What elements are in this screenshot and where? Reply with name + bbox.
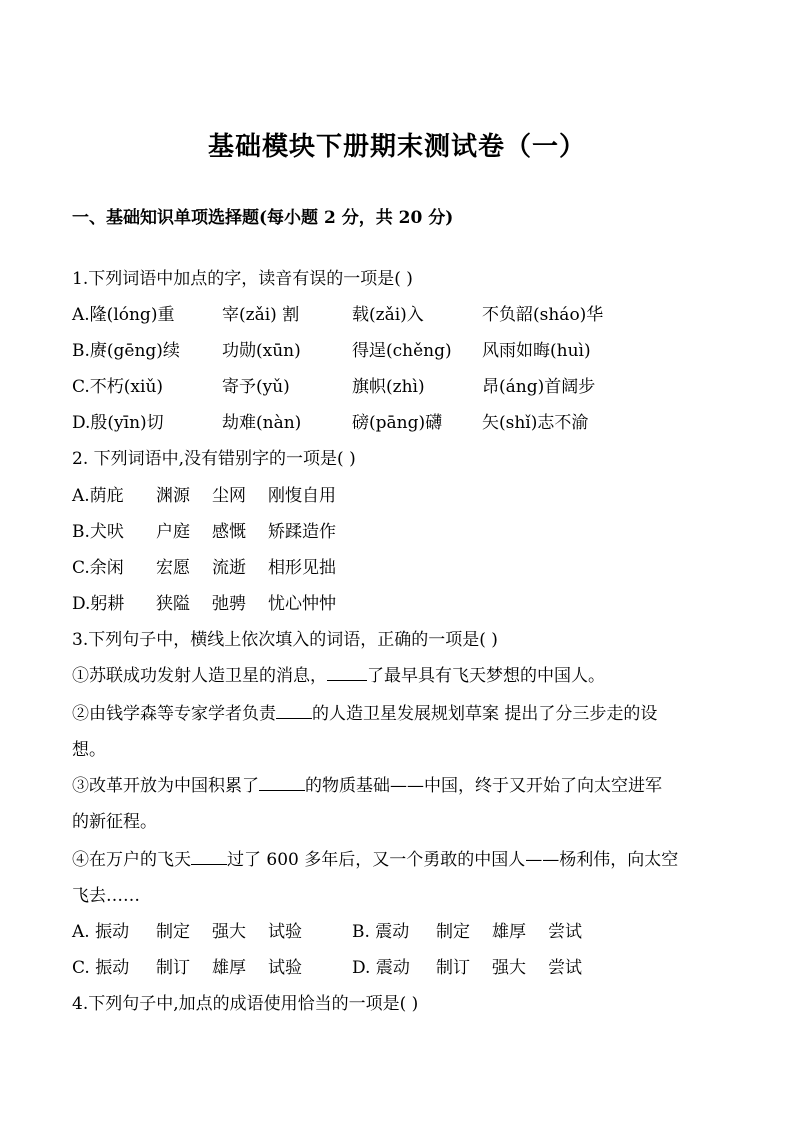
fill-blank bbox=[259, 776, 305, 791]
option-word: 户庭 bbox=[156, 522, 190, 542]
question-3-stem: 3.下列句子中，横线上依次填入的词语，正确的一项是( ) bbox=[72, 630, 498, 650]
question-3-sentence-4-cont: 飞去…… bbox=[72, 886, 140, 906]
question-3-sentence-2 bbox=[72, 699, 657, 724]
option-word: 制订 bbox=[436, 958, 470, 978]
option-word: 风雨如晦(huì) bbox=[482, 341, 591, 361]
option-word: 试验 bbox=[268, 958, 302, 978]
option-word: 雄厚 bbox=[212, 958, 246, 978]
option-word: 宰(zǎi) 割 bbox=[222, 305, 300, 325]
option-word: 功勋(xūn) bbox=[222, 341, 301, 361]
option-word: 感慨 bbox=[212, 522, 246, 542]
section-heading: 一、基础知识单项选择题(每小题 2 分，共 20 分) bbox=[72, 208, 454, 228]
fill-blank bbox=[276, 704, 312, 719]
option-word: 制定 bbox=[436, 922, 470, 942]
option-word: A.隆(lóng)重 bbox=[72, 305, 175, 325]
option-word: 试验 bbox=[268, 922, 302, 942]
sentence-text: ④在万户的飞天 bbox=[72, 850, 191, 870]
option-word: 刚愎自用 bbox=[268, 486, 336, 506]
question-2-stem: 2. 下列词语中,没有错别字的一项是( ) bbox=[72, 449, 356, 469]
option-word: A.荫庇 bbox=[72, 486, 124, 506]
option-word: 尝试 bbox=[548, 958, 582, 978]
sentence-text: 的物质基础——中国，终于又开始了向太空进军 bbox=[305, 776, 662, 796]
option-word: 矢(shǐ)志不渝 bbox=[482, 413, 589, 433]
option-word: 强大 bbox=[492, 958, 526, 978]
option-word: 旗帜(zhì) bbox=[352, 377, 425, 397]
sentence-text: ②由钱学森等专家学者负责 bbox=[72, 704, 276, 724]
option-word: 尝试 bbox=[548, 922, 582, 942]
sentence-text: 的人造卫星发展规划草案 提出了分三步走的设 bbox=[312, 704, 658, 724]
question-1-stem: 1.下列词语中加点的字，读音有误的一项是( ) bbox=[72, 269, 413, 289]
option-word: 尘网 bbox=[212, 486, 246, 506]
option-word: 昂(áng)首阔步 bbox=[482, 377, 596, 397]
option-word: B. 震动 bbox=[352, 922, 410, 942]
option-word: 不负韶(sháo)华 bbox=[482, 305, 604, 325]
fill-blank bbox=[191, 850, 227, 865]
option-word: A. 振动 bbox=[72, 922, 130, 942]
option-word: D.躬耕 bbox=[72, 594, 125, 614]
page-title: 基础模块下册期末测试卷（一） bbox=[207, 132, 586, 162]
option-word: 强大 bbox=[212, 922, 246, 942]
option-word: 狭隘 bbox=[156, 594, 190, 614]
option-word: 磅(pāng)礴 bbox=[352, 413, 443, 433]
option-word: D.殷(yīn)切 bbox=[72, 413, 164, 433]
fill-blank bbox=[327, 666, 367, 681]
sentence-text: 了最早具有飞天梦想的中国人。 bbox=[367, 666, 605, 686]
option-word: 流逝 bbox=[212, 558, 246, 578]
option-word: C.余闲 bbox=[72, 558, 124, 578]
option-word: 制定 bbox=[156, 922, 190, 942]
option-word: B.赓(gēng)续 bbox=[72, 341, 180, 361]
question-3-sentence-3 bbox=[72, 771, 662, 796]
option-word: 弛骋 bbox=[212, 594, 246, 614]
option-word: 渊源 bbox=[156, 486, 190, 506]
option-word: 相形见拙 bbox=[268, 558, 336, 578]
option-word: 载(zǎi)入 bbox=[352, 305, 424, 325]
option-word: 劫难(nàn) bbox=[222, 413, 302, 433]
option-word: 忧心忡忡 bbox=[268, 594, 336, 614]
question-3-sentence-4 bbox=[72, 845, 678, 870]
option-word: 雄厚 bbox=[492, 922, 526, 942]
sentence-text: ③改革开放为中国积累了 bbox=[72, 776, 259, 796]
question-3-sentence-2-cont: 想。 bbox=[72, 740, 106, 760]
option-word: C. 振动 bbox=[72, 958, 130, 978]
option-word: C.不朽(xiǔ) bbox=[72, 377, 164, 397]
option-word: 制订 bbox=[156, 958, 190, 978]
question-3-sentence-3-cont: 的新征程。 bbox=[72, 812, 157, 832]
question-4-stem: 4.下列句子中,加点的成语使用恰当的一项是( ) bbox=[72, 994, 419, 1014]
option-word: B.犬吠 bbox=[72, 522, 124, 542]
option-word: D. 震动 bbox=[352, 958, 410, 978]
question-3-sentence-1 bbox=[72, 661, 605, 686]
sentence-text: 过了 600 多年后，又一个勇敢的中国人——杨利伟，向太空 bbox=[227, 850, 679, 870]
option-word: 宏愿 bbox=[156, 558, 190, 578]
option-word: 寄予(yǔ) bbox=[222, 377, 290, 397]
option-word: 矫蹂造作 bbox=[268, 522, 336, 542]
option-word: 得逞(chěng) bbox=[352, 341, 452, 361]
sentence-text: ①苏联成功发射人造卫星的消息， bbox=[72, 666, 327, 686]
